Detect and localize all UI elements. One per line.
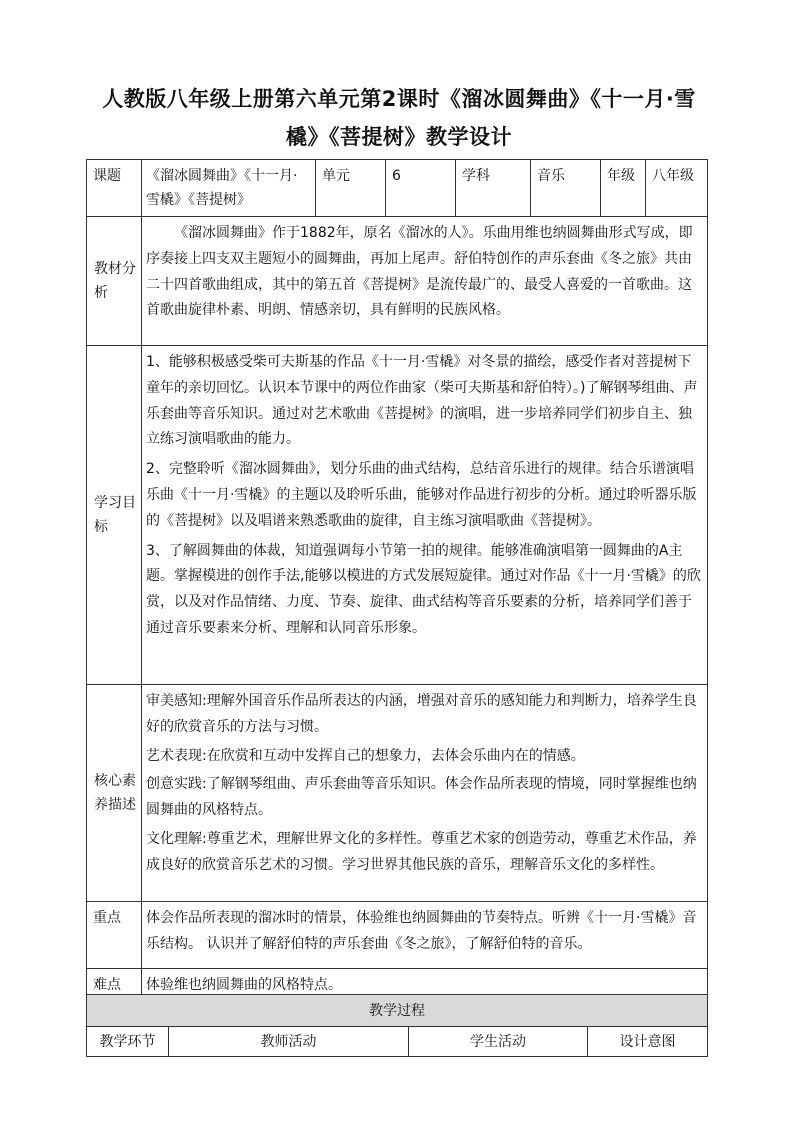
literacy-item: 艺术表现:在欣赏和互动中发挥自己的想象力，去体会乐曲内在的情感。 [146,747,585,764]
key-points-row [87,902,708,969]
key-points-cell [142,902,708,969]
topic-value: 《溜冰圆舞曲》《十一月·雪橇》《菩提树》 [142,160,316,217]
objective-item: 3、了解圆舞曲的体裁，知道强调每小节第一拍的规律。能够准确演唱第一圆舞曲的A主题。掌握模进的创作手法,能够以模进的方式发展短旋律。通过对作品《十一月·雪橇》的欣赏，以及对作品情绪、力度、节奏、旋律、曲式结构等音乐要素的分析，培养同学们善于通过音乐要素来分析、理解和认同音乐形象。 [146,542,701,636]
column-stage: 教学环节 [87,1027,169,1057]
process-columns-row [87,1027,708,1057]
document-title: 人教版八年级上册第六单元第2课时《溜冰圆舞曲》《十一月·雪橇》《菩提树》教学设计 [102,87,696,149]
process-header-row [87,995,708,1027]
subject-value: 音乐 [531,160,601,217]
literacy-cell [142,685,708,902]
literacy-item: 审美感知:理解外国音乐作品所表达的内涵，增强对音乐的感知能力和判断力，培养学生良好的欣赏音乐的方法与习惯。 [146,693,697,735]
objectives-row [87,346,708,685]
objectives-label: 学习目标 [87,346,142,685]
process-header: 教学过程 [87,995,708,1027]
topic-label: 课题 [87,160,142,217]
analysis-text: 《溜冰圆舞曲》作于1882年，原名《溜冰的人》。乐曲用维也纳圆舞曲形式写成，即序奏接上四支双主题短小的圆舞曲，再加上尾声。舒伯特创作的声乐套曲《冬之旅》共由二十四首歌曲组成，其中的第五首《菩提树》是流传最广的、最受人喜爱的一首歌曲。这首歌曲旋律朴素、明朗、情感亲切，具有鲜明的民族风格。 [146,225,693,319]
objectives-cell [142,346,708,685]
column-student-activity: 学生活动 [409,1027,588,1057]
unit-label: 单元 [316,160,386,217]
analysis-label: 教材分析 [87,217,142,346]
literacy-row [87,685,708,902]
literacy-item: 创意实践:了解钢琴组曲、声乐套曲等音乐知识。体会作品所表现的情境，同时掌握维也纳圆舞曲的风格特点。 [146,776,697,819]
info-row [87,160,708,217]
column-design-intent: 设计意图 [588,1027,708,1057]
subject-label: 学科 [456,160,531,217]
literacy-item: 文化理解:尊重艺术，理解世界文化的多样性。尊重艺术家的创造劳动，尊重艺术作品，养成良好的欣赏音乐艺术的习惯。学习世界其他民族的音乐，理解音乐文化的多样性。 [146,830,697,873]
difficulties-label: 难点 [87,969,142,1004]
teaching-process-table [86,994,708,1057]
objective-item: 1、能够积极感受柴可夫斯基的作品《十一月·雪橇》对冬景的描绘，感受作者对菩提树下童年的亲切回忆。认识本节课中的两位作曲家（柴可夫斯基和舒伯特）。)了解钢琴组曲、声乐套曲等音乐知识。通过对艺术歌曲《菩提树》的演唱，进一步培养同学们初步自主、独立练习演唱歌曲的能力。 [146,354,698,448]
unit-value: 6 [386,160,456,217]
grade-value: 八年级 [646,160,708,217]
key-points-text: 体会作品所表现的溜冰时的情景，体验维也纳圆舞曲的节奏特点。听辨《十一月·雪橇》音乐结构。 认识并了解舒伯特的声乐套曲《冬之旅》，了解舒伯特的音乐。 [146,910,697,952]
column-teacher-activity: 教师活动 [169,1027,409,1057]
key-points-label: 重点 [87,902,142,969]
analysis-row [87,217,708,346]
literacy-label: 核心素养描述 [87,685,142,902]
difficulties-text: 体验维也纳圆舞曲的风格特点。 [146,977,342,993]
grade-label: 年级 [601,160,646,217]
lesson-plan-table [86,159,708,1004]
analysis-cell [142,217,708,346]
objective-item: 2、完整聆听《溜冰圆舞曲》，划分乐曲的曲式结构，总结音乐进行的规律。结合乐谱演唱乐曲《十一月·雪橇》的主题以及聆听乐曲，能够对作品进行初步的分析。通过聆听器乐版的《菩提树》以及唱谱来熟悉歌曲的旋律，自主练习演唱歌曲《菩提树》。 [146,461,697,529]
